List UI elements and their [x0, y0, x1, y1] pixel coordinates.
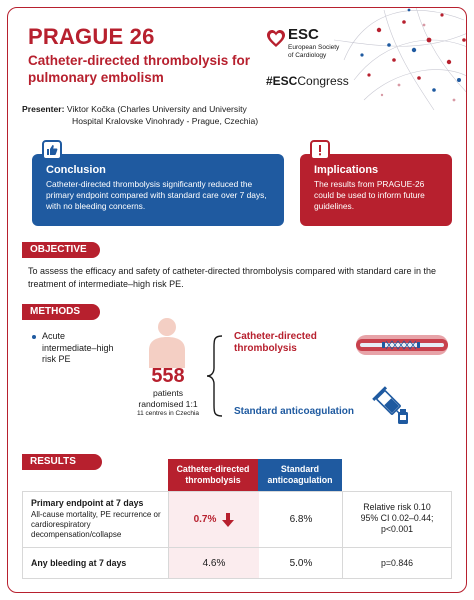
sa-primary-value: 6.8%	[289, 514, 313, 525]
congress-hash: #ESC	[266, 74, 298, 88]
congress-hashtag	[266, 74, 349, 88]
bleeding-p-value: p=0.846	[380, 558, 414, 568]
thumbs-up-icon	[42, 140, 62, 160]
implications-heading: Implications	[314, 164, 379, 176]
col-sa-line2: anticoagulation	[267, 475, 333, 485]
syringe-icon	[372, 386, 412, 426]
presenter-line1: Viktor Kočka (Charles University and University	[66, 104, 247, 114]
catheter-illustration	[356, 330, 448, 360]
brace-icon	[206, 335, 226, 417]
esc-wordmark: ESC	[288, 26, 319, 43]
results-table	[22, 491, 452, 579]
bleeding-label: Any bleeding at 7 days	[31, 558, 127, 568]
primary-endpoint-definition: All-cause mortality, PE recurrence or cardiorespiratory decompensation/collapse	[31, 510, 161, 539]
esc-full-name-line2: of Cardiology	[288, 51, 327, 59]
population-bullet	[32, 331, 122, 366]
randomisation-label: randomised 1:1	[138, 398, 198, 409]
presenter-line2: Hospital Kralovske Vinohrady - Prague, Czechia)	[72, 115, 259, 126]
cdt-primary-value: 0.7%	[193, 514, 217, 525]
implications-text: The results from PRAGUE-26 could be used to inform future guidelines.	[314, 179, 425, 211]
heart-logo-icon	[266, 29, 286, 49]
row-label	[31, 498, 169, 540]
esc-full-name	[288, 44, 348, 59]
implications-box	[300, 154, 452, 226]
methods-section-label: METHODS	[22, 304, 100, 320]
bullet-dot	[32, 335, 36, 339]
page-title: PRAGUE 26	[28, 24, 155, 49]
person-silhouette-icon	[145, 316, 189, 368]
esc-full-name-line1: European Society	[288, 44, 340, 51]
congress-word: Congress	[297, 74, 349, 88]
esc-logo	[266, 26, 356, 66]
presenter-label: Presenter:	[22, 104, 65, 114]
arrow-down-icon	[222, 513, 234, 527]
conclusion-box	[32, 154, 284, 226]
primary-p-value: p<0.001	[380, 524, 414, 534]
column-header-standard	[258, 459, 342, 491]
centres-label: 11 centres in Czechia	[136, 410, 200, 417]
col-cdt-line1: Catheter-directed	[176, 464, 250, 474]
cdt-value-cell	[169, 492, 259, 547]
presenter-info	[22, 104, 322, 127]
cdt-bleeding-value: 4.6%	[169, 548, 259, 578]
infographic-card	[7, 7, 467, 593]
arm1-line1: Catheter-directed	[234, 331, 317, 342]
relative-risk: Relative risk 0.10	[363, 502, 431, 512]
primary-endpoint-label: Primary endpoint at 7 days	[31, 498, 144, 508]
sa-bleeding-value: 5.0%	[289, 557, 313, 569]
col-sa-line1: Standard	[280, 464, 320, 474]
objective-text: To assess the efficacy and safety of catheter-directed thrombolysis compared with standard care in the treatment of intermediate–high risk PE.	[28, 266, 437, 289]
arm-standard-anticoagulation: Standard anticoagulation	[234, 406, 355, 417]
table-row-primary-endpoint	[23, 492, 451, 548]
arm-catheter-directed-thrombolysis	[234, 331, 317, 355]
confidence-interval: 95% CI 0.02–0.44;	[360, 513, 434, 523]
patients-label: patients	[152, 388, 184, 398]
patients-info	[126, 388, 210, 409]
primary-statistics	[343, 502, 451, 535]
conclusion-heading: Conclusion	[46, 164, 106, 176]
arm1-line2: thrombolysis	[234, 343, 297, 354]
exclamation-icon	[310, 140, 330, 160]
objective-section-label: OBJECTIVE	[22, 242, 100, 258]
results-section-label: RESULTS	[22, 454, 102, 470]
patients-count: 558	[151, 365, 185, 387]
table-row-bleeding	[23, 548, 451, 578]
column-header-cdt	[168, 459, 258, 491]
page-subtitle: Catheter-directed thrombolysis for pulmonary embolism	[28, 53, 251, 85]
col-cdt-line2: thrombolysis	[185, 475, 241, 485]
population-text: Acute intermediate–high risk PE	[42, 331, 114, 364]
conclusion-text: Catheter-directed thrombolysis significantly reduced the primary endpoint compared with standard care over 7 days, with no bleeding concerns.	[46, 179, 267, 211]
